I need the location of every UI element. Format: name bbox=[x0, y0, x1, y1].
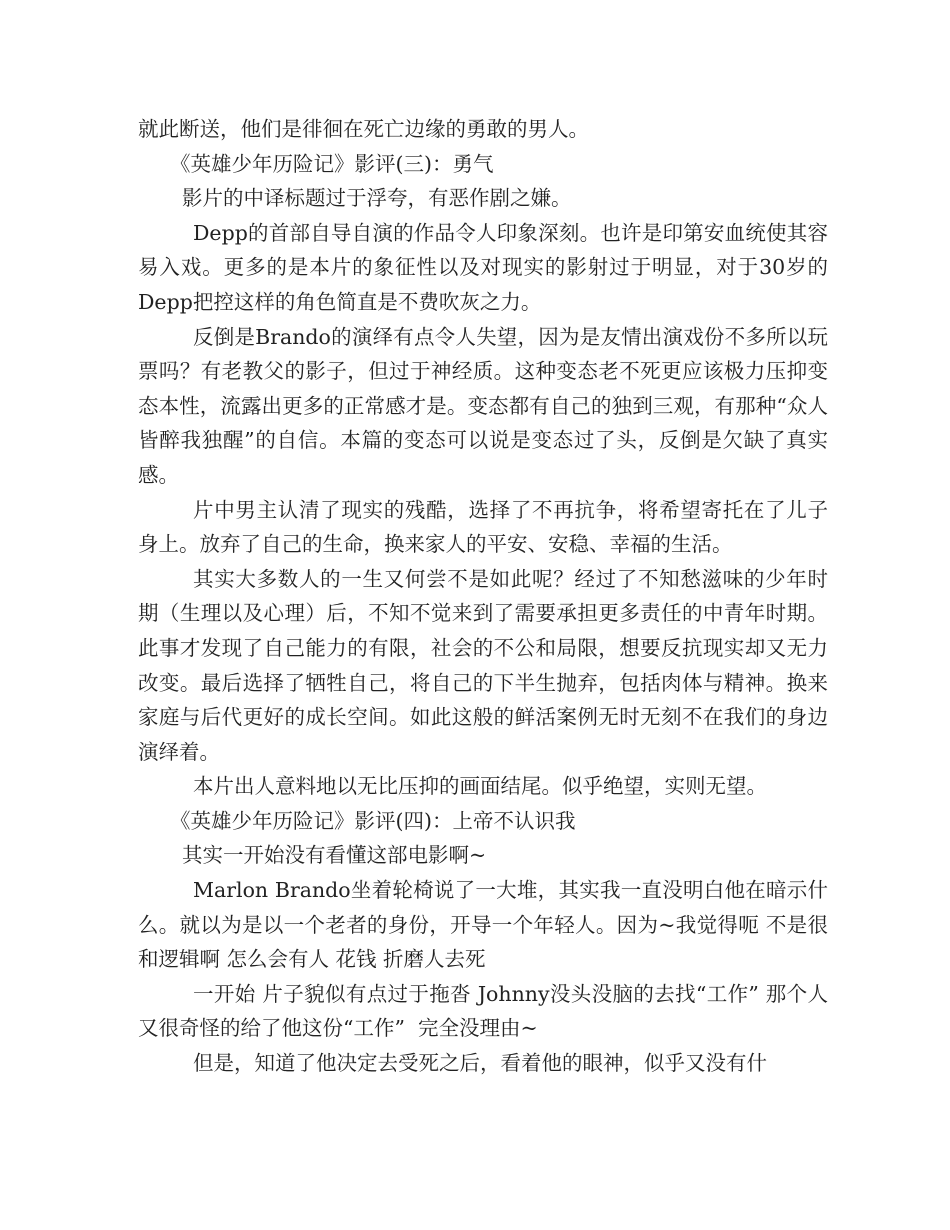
review-lead-4: 其实一开始没有看懂这部电影啊~ bbox=[182, 843, 487, 868]
paragraph: 其实大多数人的一生又何尝不是如此呢？经过了不知愁滋味的少年时期（生理以及心理）后，不知不觉来到了需要承担更多责任的中青年时期。此事才发现了自己能力的有限，社会的不公和局限，想要反抗现实却又无力改变。最后选择了牺牲自己，将自己的下半生抛弃，包括肉体与精神。换来家庭与后代更好的成长空间。如此这般的鲜活案例无时无刻不在我们的身边演绎着。 bbox=[138, 566, 828, 764]
paragraph-continuation: 就此断送，他们是徘徊在死亡边缘的勇敢的男人。 bbox=[138, 117, 589, 141]
review-heading-4: 《英雄少年历险记》影评(四)：上帝不认识我 bbox=[170, 808, 576, 833]
document-body bbox=[138, 112, 828, 1081]
review-heading-3: 《英雄少年历险记》影评(三)：勇气 bbox=[170, 151, 494, 176]
paragraph: 一开始 片子貌似有点过于拖沓 Johnny没头没脑的去找“工作” 那个人又很奇怪的给了他这份“工作” 完全没理由~ bbox=[138, 981, 828, 1041]
paragraph: Marlon Brando坐着轮椅说了一大堆，其实我一直没明白他在暗示什么。就以为是以一个老者的身份，开导一个年轻人。因为~我觉得呃 不是很和逻辑啊 怎么会有人 花钱 折磨人去死 bbox=[138, 878, 828, 972]
paragraph: 本片出人意料地以无比压抑的画面结尾。似乎绝望，实则无望。 bbox=[193, 774, 767, 799]
review-lead-3: 影片的中译标题过于浮夸，有恶作剧之嫌。 bbox=[182, 186, 572, 211]
paragraph: 但是，知道了他决定去受死之后，看着他的眼神，似乎又没有什 bbox=[193, 1051, 767, 1076]
paragraph: Depp的首部自导自演的作品令人印象深刻。也许是印第安血统使其容易入戏。更多的是本片的象征性以及对现实的影射过于明显，对于30岁的Depp把控这样的角色简直是不费吹灰之力。 bbox=[138, 220, 828, 314]
paragraph: 片中男主认清了现实的残酷，选择了不再抗争，将希望寄托在了儿子身上。放弃了自己的生命，换来家人的平安、安稳、幸福的生活。 bbox=[138, 497, 828, 557]
paragraph: 反倒是Brando的演绎有点令人失望，因为是友情出演戏份不多所以玩票吗？有老教父的影子，但过于神经质。这种变态老不死更应该极力压抑变态本性，流露出更多的正常感才是。变态都有自己的独到三观，有那种“众人皆醉我独醒”的自信。本篇的变态可以说是变态过了头，反倒是欠缺了真实感。 bbox=[138, 324, 828, 487]
